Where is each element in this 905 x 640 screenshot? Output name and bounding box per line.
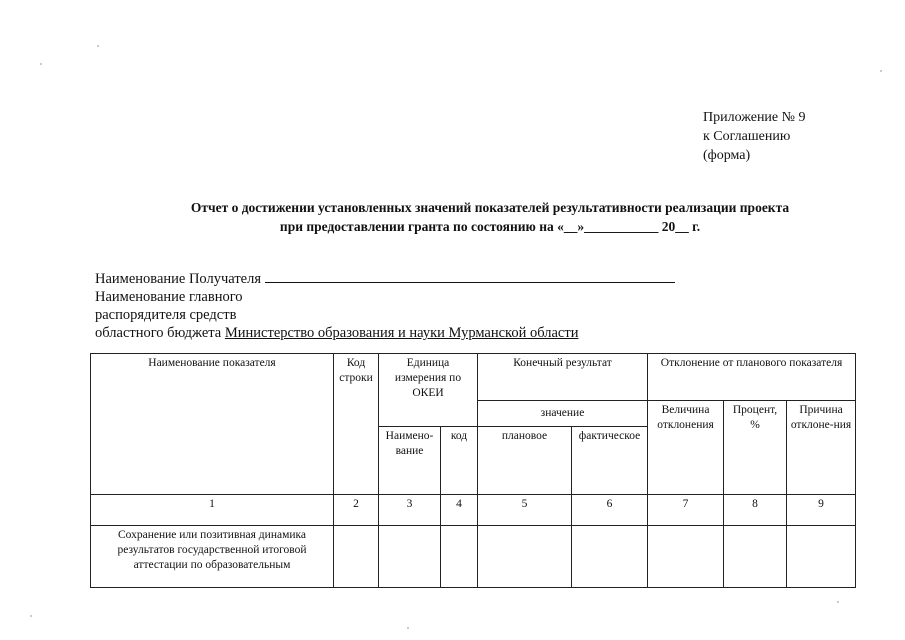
manager-label-line-3: областного бюджета (95, 325, 222, 341)
column-number: 1 (91, 495, 334, 526)
results-table (90, 353, 856, 588)
recipient-blank-line (265, 268, 675, 283)
table-cell (334, 526, 379, 588)
table-cell (648, 526, 724, 588)
header-deviation-amount: Величина отклонения (648, 401, 724, 495)
header-final-result: Конечный результат (478, 354, 648, 401)
table-cell (787, 526, 856, 588)
table-cell (572, 526, 648, 588)
table-cell (441, 526, 478, 588)
scan-speck (837, 601, 839, 603)
header-value: значение (478, 401, 648, 427)
header-reason: Причина отклоне-ния (787, 401, 856, 495)
scan-speck (880, 70, 882, 72)
appendix-number: Приложение № 9 (703, 110, 806, 125)
column-number: 3 (379, 495, 441, 526)
recipient-label: Наименование Получателя (95, 271, 262, 287)
appendix-agreement: к Соглашению (703, 129, 791, 144)
column-number: 9 (787, 495, 856, 526)
header-planned: плановое (478, 427, 572, 495)
appendix-header (703, 108, 806, 165)
column-number-row (91, 495, 856, 526)
header-unit-name: Наимено-вание (379, 427, 441, 495)
manager-label-line-2: распорядителя средств (95, 307, 237, 323)
recipient-row (95, 268, 675, 288)
header-percent: Процент, % (724, 401, 787, 495)
column-number: 8 (724, 495, 787, 526)
column-number: 7 (648, 495, 724, 526)
appendix-form-note: (форма) (703, 148, 751, 163)
recipient-fields (95, 268, 675, 342)
report-title (120, 198, 860, 236)
scan-speck (407, 627, 409, 629)
header-unit: Единица измерения по ОКЕИ (379, 354, 478, 427)
header-unit-code: код (441, 427, 478, 495)
column-number: 2 (334, 495, 379, 526)
header-indicator-name: Наименование показателя (91, 354, 334, 495)
table-cell (379, 526, 441, 588)
scan-speck (97, 45, 99, 47)
scan-speck (40, 63, 42, 65)
header-deviation: Отклонение от планового показателя (648, 354, 856, 401)
report-title-line-1: Отчет о достижении установленных значений показателей результативности реализации проекта (190, 200, 790, 215)
manager-label-line-1: Наименование главного (95, 289, 243, 305)
table-cell (724, 526, 787, 588)
manager-value: Министерство образования и науки Мурманской области (224, 325, 579, 341)
report-title-line-2: при предоставлении гранта по состоянию на «__»___________ 20__ г. (279, 219, 701, 234)
column-number: 5 (478, 495, 572, 526)
manager-row (95, 324, 675, 342)
header-actual: фактическое (572, 427, 648, 495)
column-number: 6 (572, 495, 648, 526)
table-row (91, 526, 856, 588)
indicator-name-cell: Сохранение или позитивная динамика результатов государственной итоговой аттестации по образовательным (91, 526, 334, 588)
column-number: 4 (441, 495, 478, 526)
header-row-code: Код строки (334, 354, 379, 495)
scan-speck (30, 615, 32, 617)
table-cell (478, 526, 572, 588)
